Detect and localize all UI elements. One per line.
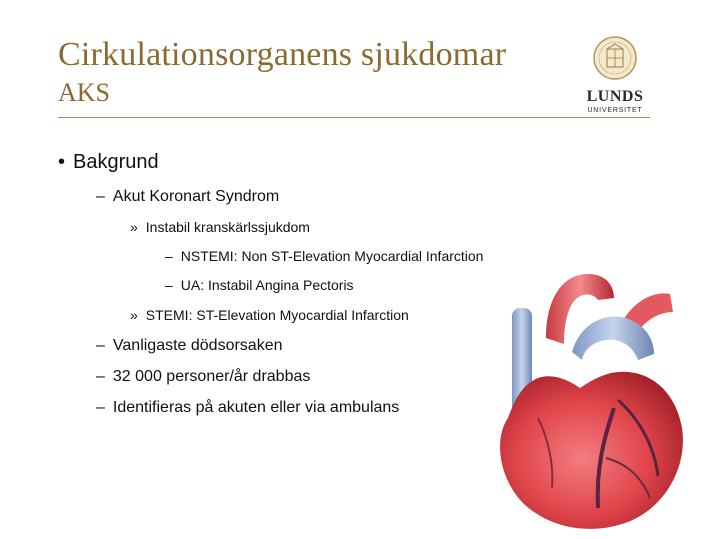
university-seal-icon bbox=[593, 36, 637, 82]
bullet-marker: – bbox=[96, 188, 105, 205]
bullet-drabbas bbox=[96, 368, 310, 386]
bullet-marker: – bbox=[96, 368, 105, 385]
bullet-ua bbox=[165, 277, 354, 293]
bullet-identifieras bbox=[96, 399, 399, 417]
bullet-aks bbox=[96, 188, 279, 206]
bullet-text: Identifieras på akuten eller via ambulans bbox=[112, 399, 400, 416]
bullet-text: NSTEMI: Non ST-Elevation Myocardial Infarction bbox=[180, 248, 484, 264]
bullet-nstemi bbox=[165, 248, 483, 264]
bullet-text: Bakgrund bbox=[73, 151, 159, 173]
slide-subtitle: AKS bbox=[58, 78, 111, 107]
bullet-text: STEMI: ST-Elevation Myocardial Infarction bbox=[145, 307, 409, 323]
bullet-marker: – bbox=[96, 399, 105, 416]
title-divider bbox=[58, 117, 650, 118]
bullet-text: Vanligaste dödsorsaken bbox=[112, 337, 283, 354]
slide-title: Cirkulationsorganens sjukdomar bbox=[58, 36, 507, 73]
bullet-vanligaste bbox=[96, 337, 283, 355]
bullet-text: Instabil kranskärlssjukdom bbox=[145, 219, 310, 235]
lund-university-logo bbox=[580, 36, 650, 116]
bullet-text: 32 000 personer/år drabbas bbox=[112, 368, 311, 385]
bullet-marker: – bbox=[165, 248, 173, 264]
bullet-marker: • bbox=[58, 151, 66, 173]
bullet-bakgrund bbox=[58, 151, 159, 174]
bullet-text: Akut Koronart Syndrom bbox=[112, 188, 280, 205]
bullet-text: UA: Instabil Angina Pectoris bbox=[180, 277, 354, 293]
bullet-marker: – bbox=[165, 277, 173, 293]
bullet-instabil bbox=[130, 219, 310, 235]
bullet-stemi bbox=[130, 307, 409, 323]
heart-illustration bbox=[468, 268, 698, 536]
bullet-marker: » bbox=[130, 219, 138, 235]
bullet-marker: » bbox=[130, 307, 138, 323]
logo-name: LUNDS bbox=[586, 88, 644, 105]
bullet-marker: – bbox=[96, 337, 105, 354]
logo-subtitle: UNIVERSITET bbox=[587, 107, 643, 114]
